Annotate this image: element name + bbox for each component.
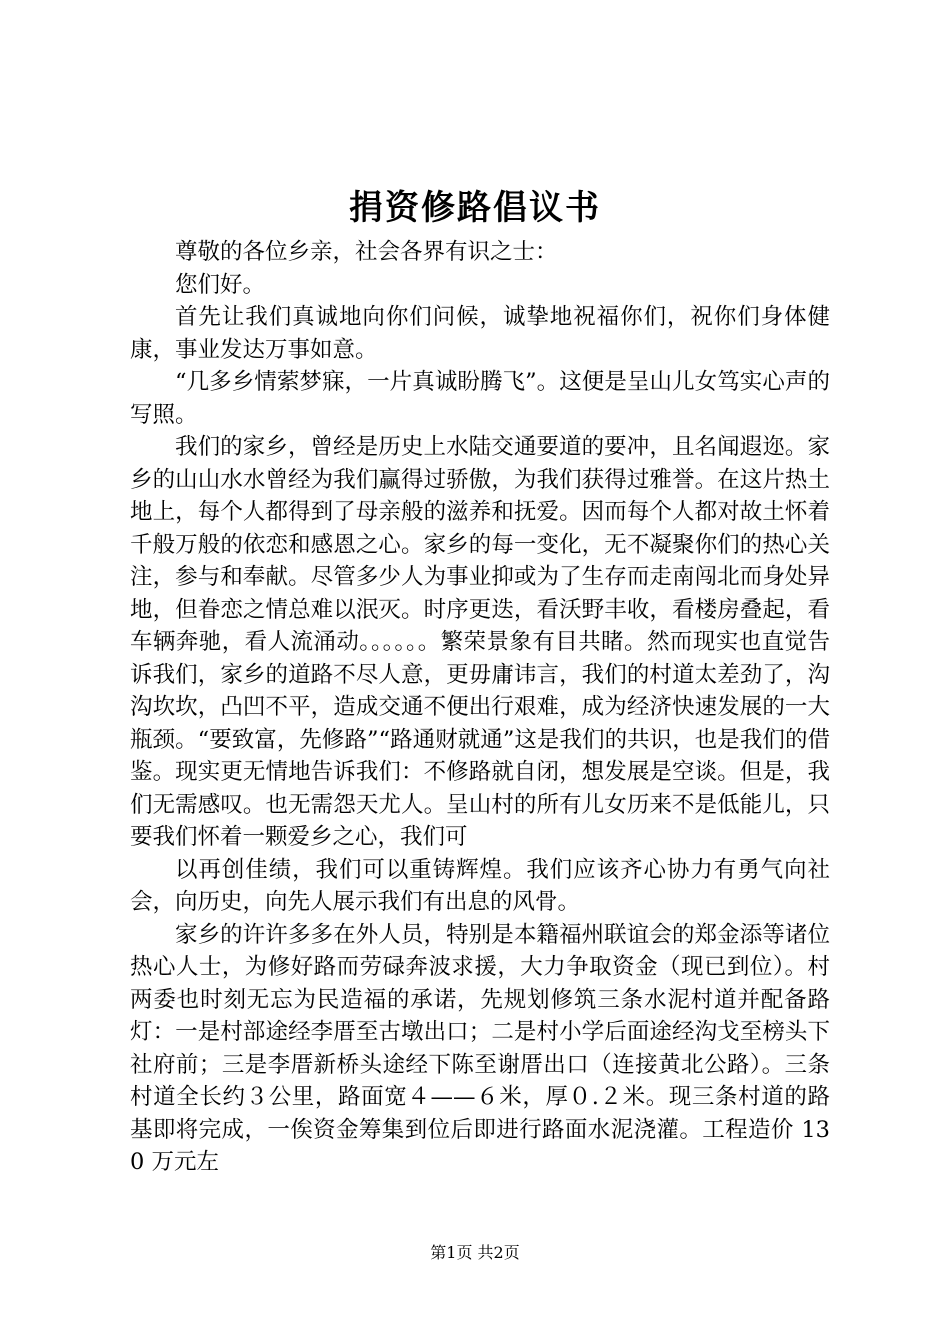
document-title: 捐资修路倡议书 xyxy=(349,188,601,228)
document-body xyxy=(130,236,830,1179)
body-paragraph: 家乡的许许多多在外人员，特别是本籍福州联谊会的郑金添等诸位热心人士，为修好路而劳碌奔波求援，大力争取资金（现已到位）。村两委也时刻无忘为民造福的承诺，先规划修筑三条水泥村道并配备路灯：一是村部途经李厝至古墩出口；二是村小学后面途经沟戈至榜头下社府前；三是李厝新桥头途经下陈至谢厝出口（连接黄北公路）。三条村道全长约３公里，路面宽４——６米，厚０.２米。现三条村道的路基即将完成，一俟资金筹集到位后即进行路面水泥浇灌。工程造价 130 万元左 xyxy=(130,921,830,1175)
salutation-paragraph: 尊敬的各位乡亲，社会各界有识之士： xyxy=(175,239,558,265)
page-footer: 第1页 共2页 xyxy=(430,1243,520,1262)
body-paragraph: 我们的家乡，曾经是历史上水陆交通要道的要冲，且名闻遐迩。家乡的山山水水曾经为我们赢得过骄傲，为我们获得过雅誉。在这片热土地上，每个人都得到了母亲般的滋养和抚爱。因而每个人都对故土怀着千般万般的依恋和感恩之心。家乡的每一变化，无不凝聚你们的热心关注，参与和奉献。尽管多少人为事业抑或为了生存而走南闯北而身处异地，但眷恋之情总难以泯灭。时序更迭，看沃野丰收，看楼房叠起，看车辆奔驰，看人流涌动。。。。。。繁荣景象有目共睹。然而现实也直觉告诉我们，家乡的道路不尽人意，更毋庸讳言，我们的村道太差劲了，沟沟坎坎，凸凹不平，造成交通不便出行艰难，成为经济快速发展的一大瓶颈。“要致富，先修路”“路通财就通”这是我们的共识，也是我们的借鉴。现实更无情地告诉我们：不修路就自闭，想发展是空谈。但是，我们无需感叹。也无需怨天尤人。呈山村的所有儿女历来不是低能儿，只要我们怀着一颗爱乡之心，我们可 xyxy=(130,434,830,850)
body-paragraph: “几多乡情萦梦寐，一片真诚盼腾飞”。这便是呈山儿女笃实心声的写照。 xyxy=(130,369,830,428)
greeting-paragraph: 您们好。 xyxy=(175,271,266,298)
body-paragraph: 首先让我们真诚地向你们问候，诚挚地祝福你们，祝你们身体健康，事业发达万事如意。 xyxy=(130,304,830,363)
body-paragraph: 以再创佳绩，我们可以重铸辉煌。我们应该齐心协力有勇气向社会，向历史，向先人展示我们有出息的风骨。 xyxy=(130,856,830,915)
